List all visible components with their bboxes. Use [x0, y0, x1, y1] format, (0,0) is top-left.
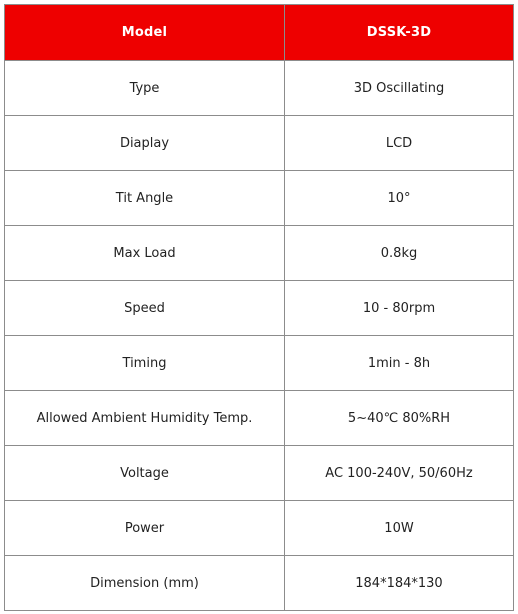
- row-value: AC 100-240V, 50/60Hz: [285, 446, 514, 501]
- spec-table: [4, 4, 514, 611]
- row-label: Allowed Ambient Humidity Temp.: [5, 391, 285, 446]
- table-header-row: [5, 5, 514, 61]
- table-row-dimension: [5, 556, 514, 611]
- row-label: Speed: [5, 281, 285, 336]
- row-value: LCD: [285, 116, 514, 171]
- row-value: 5~40℃ 80%RH: [285, 391, 514, 446]
- row-label: Voltage: [5, 446, 285, 501]
- row-value: 10 - 80rpm: [285, 281, 514, 336]
- row-label: Timing: [5, 336, 285, 391]
- table-row-power: [5, 501, 514, 556]
- row-label: Power: [5, 501, 285, 556]
- row-label: Diaplay: [5, 116, 285, 171]
- row-value: 1min - 8h: [285, 336, 514, 391]
- table-row-ambient: [5, 391, 514, 446]
- header-model-label: Model: [5, 5, 285, 61]
- table-row-voltage: [5, 446, 514, 501]
- row-value: 3D Oscillating: [285, 61, 514, 116]
- table-row-speed: [5, 281, 514, 336]
- table-row-type: [5, 61, 514, 116]
- row-value: 10°: [285, 171, 514, 226]
- table-row-max-load: [5, 226, 514, 281]
- row-value: 184*184*130: [285, 556, 514, 611]
- table-row-display: [5, 116, 514, 171]
- row-label: Type: [5, 61, 285, 116]
- header-model-value: DSSK-3D: [285, 5, 514, 61]
- row-label: Dimension (mm): [5, 556, 285, 611]
- row-label: Max Load: [5, 226, 285, 281]
- table-row-timing: [5, 336, 514, 391]
- row-value: 0.8kg: [285, 226, 514, 281]
- table-row-tilt-angle: [5, 171, 514, 226]
- row-value: 10W: [285, 501, 514, 556]
- row-label: Tit Angle: [5, 171, 285, 226]
